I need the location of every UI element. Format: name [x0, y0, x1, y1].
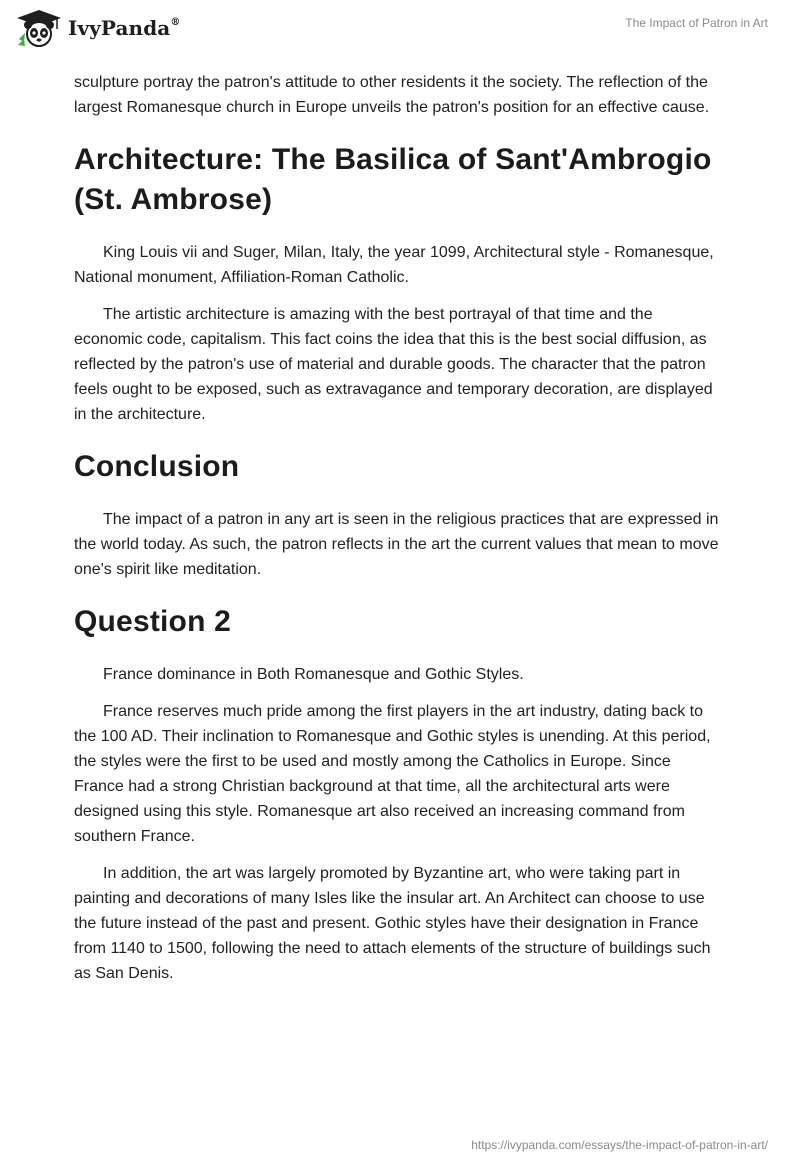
source-url-link[interactable]: https://ivypanda.com/essays/the-impact-of-patron-in-art/ — [471, 1138, 768, 1152]
intro-paragraph: sculpture portray the patron's attitude to other residents it the society. The reflection of the largest Romanesque church in Europe unveils the patron's position for an effective cause. — [74, 74, 710, 116]
question-2-heading: Question 2 — [74, 605, 232, 638]
document-title: The Impact of Patron in Art — [625, 16, 768, 30]
paragraph: The impact of a patron in any art is seen in the religious practices that are expressed in the world today. As such, the patron reflects in the art the current values that mean to move one's spirit like meditation. — [74, 511, 719, 578]
logo-text: IvyPanda® — [68, 16, 181, 40]
architecture-heading: Architecture: The Basilica of Sant'Ambrogio (St. Ambrose) — [74, 143, 712, 216]
essay-body — [74, 70, 724, 998]
paragraph: France reserves much pride among the first players in the art industry, dating back to the 100 AD. Their inclination to Romanesque and Gothic styles is unending. At this period, the styles were the first to be used and mostly among the Catholics in Europe. Since France had a strong Christian background at that time, all the architectural arts were designed using this style. Romanesque art also received an increasing command from southern France. — [74, 703, 711, 845]
conclusion-heading: Conclusion — [74, 450, 240, 483]
paragraph: The artistic architecture is amazing with the best portrayal of that time and the economic code, capitalism. This fact coins the idea that this is the best social diffusion, as reflected by the patron's use of material and durable goods. The character that the patron feels ought to be exposed, such as extravagance and temporary decoration, are displayed in the architecture. — [74, 306, 713, 423]
paragraph: King Louis vii and Suger, Milan, Italy, the year 1099, Architectural style - Romanesque, National monument, Affiliation-Roman Catholic. — [74, 244, 714, 286]
panda-icon — [16, 9, 62, 47]
paragraph: In addition, the art was largely promoted by Byzantine art, who were taking part in painting and decorations of many Isles like the insular art. An Architect can choose to use the future instead of the past and present. Gothic styles have their designation in France from 1140 to 1500, following the need to attach elements of the structure of buildings such as San Denis. — [74, 865, 711, 982]
ivypanda-logo[interactable] — [16, 9, 180, 47]
paragraph: France dominance in Both Romanesque and Gothic Styles. — [103, 666, 524, 683]
